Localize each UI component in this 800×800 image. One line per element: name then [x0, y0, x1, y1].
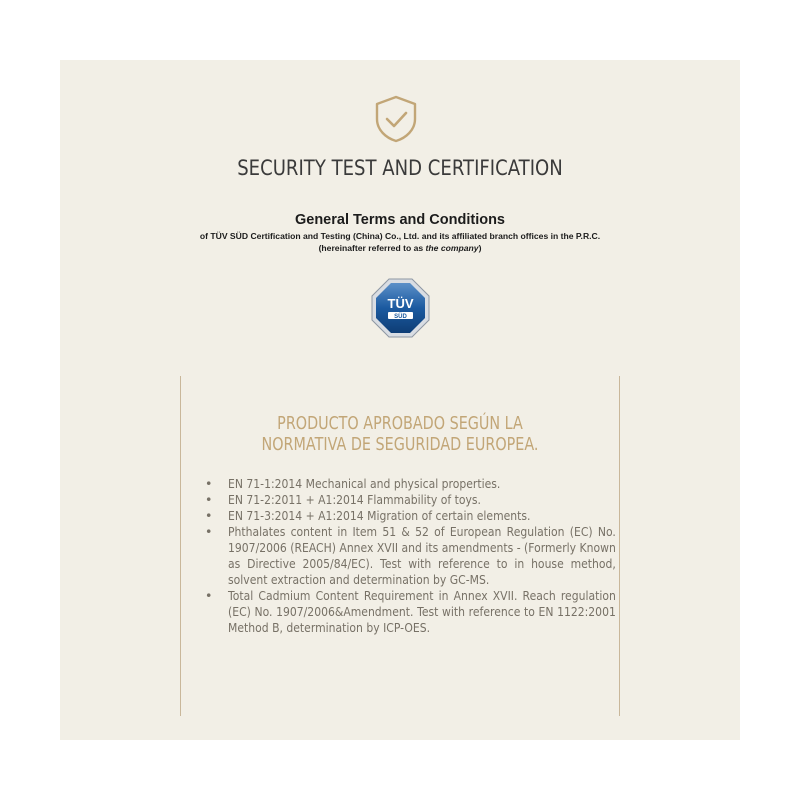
tuv-sud-logo	[370, 278, 431, 338]
standards-list	[205, 476, 616, 636]
list-item: • EN 71-2:2011 + A1:2014 Flammability of toys.	[205, 492, 481, 507]
terms-company-line: of TÜV SÜD Certification and Testing (China) Co., Ltd. and its affiliated branch offices in the P.R.C.	[199, 231, 601, 241]
approval-heading	[72, 414, 728, 456]
list-item: • EN 71-3:2014 + A1:2014 Migration of certain elements.	[205, 508, 531, 523]
bullet-icon: •	[205, 492, 213, 507]
approval-line-2: NORMATIVA DE SEGURIDAD EUROPEA.	[261, 435, 539, 455]
bullet-icon: •	[205, 524, 213, 539]
bullet-icon: •	[205, 588, 213, 603]
approval-line-1: PRODUCTO APROBADO SEGÚN LA	[277, 414, 523, 434]
page-title: SECURITY TEST AND CERTIFICATION	[237, 156, 563, 180]
terms-reference-emphasis: the company	[425, 243, 479, 253]
terms-reference-suffix: )	[478, 243, 482, 253]
bullet-icon: •	[205, 508, 213, 523]
logo-text-sud: SÜD	[394, 314, 407, 320]
terms-reference-line	[0, 243, 800, 253]
terms-reference-prefix: (hereinafter referred to as	[318, 243, 426, 253]
list-item: • Total Cadmium Content Requirement in Annex XVII. Reach regulation (EC) No. 1907/2006&Amendment. Test with reference to EN 1122:2001 Method B, determination by ICP-OES.	[205, 588, 616, 635]
bullet-icon: •	[205, 476, 213, 491]
shield-check-icon	[373, 94, 419, 144]
list-item: • Phthalates content in Item 51 & 52 of European Regulation (EC) No. 1907/2006 (REACH) Annex XVII and its amendments - (Formerly Known as Directive 2005/84/EC). Test with reference to in house method, solvent extraction and determination by GC-MS.	[205, 524, 616, 587]
logo-text-tuv: TÜV	[387, 296, 414, 311]
terms-title: General Terms and Conditions	[294, 212, 506, 228]
list-item: • EN 71-1:2014 Mechanical and physical properties.	[205, 476, 501, 491]
